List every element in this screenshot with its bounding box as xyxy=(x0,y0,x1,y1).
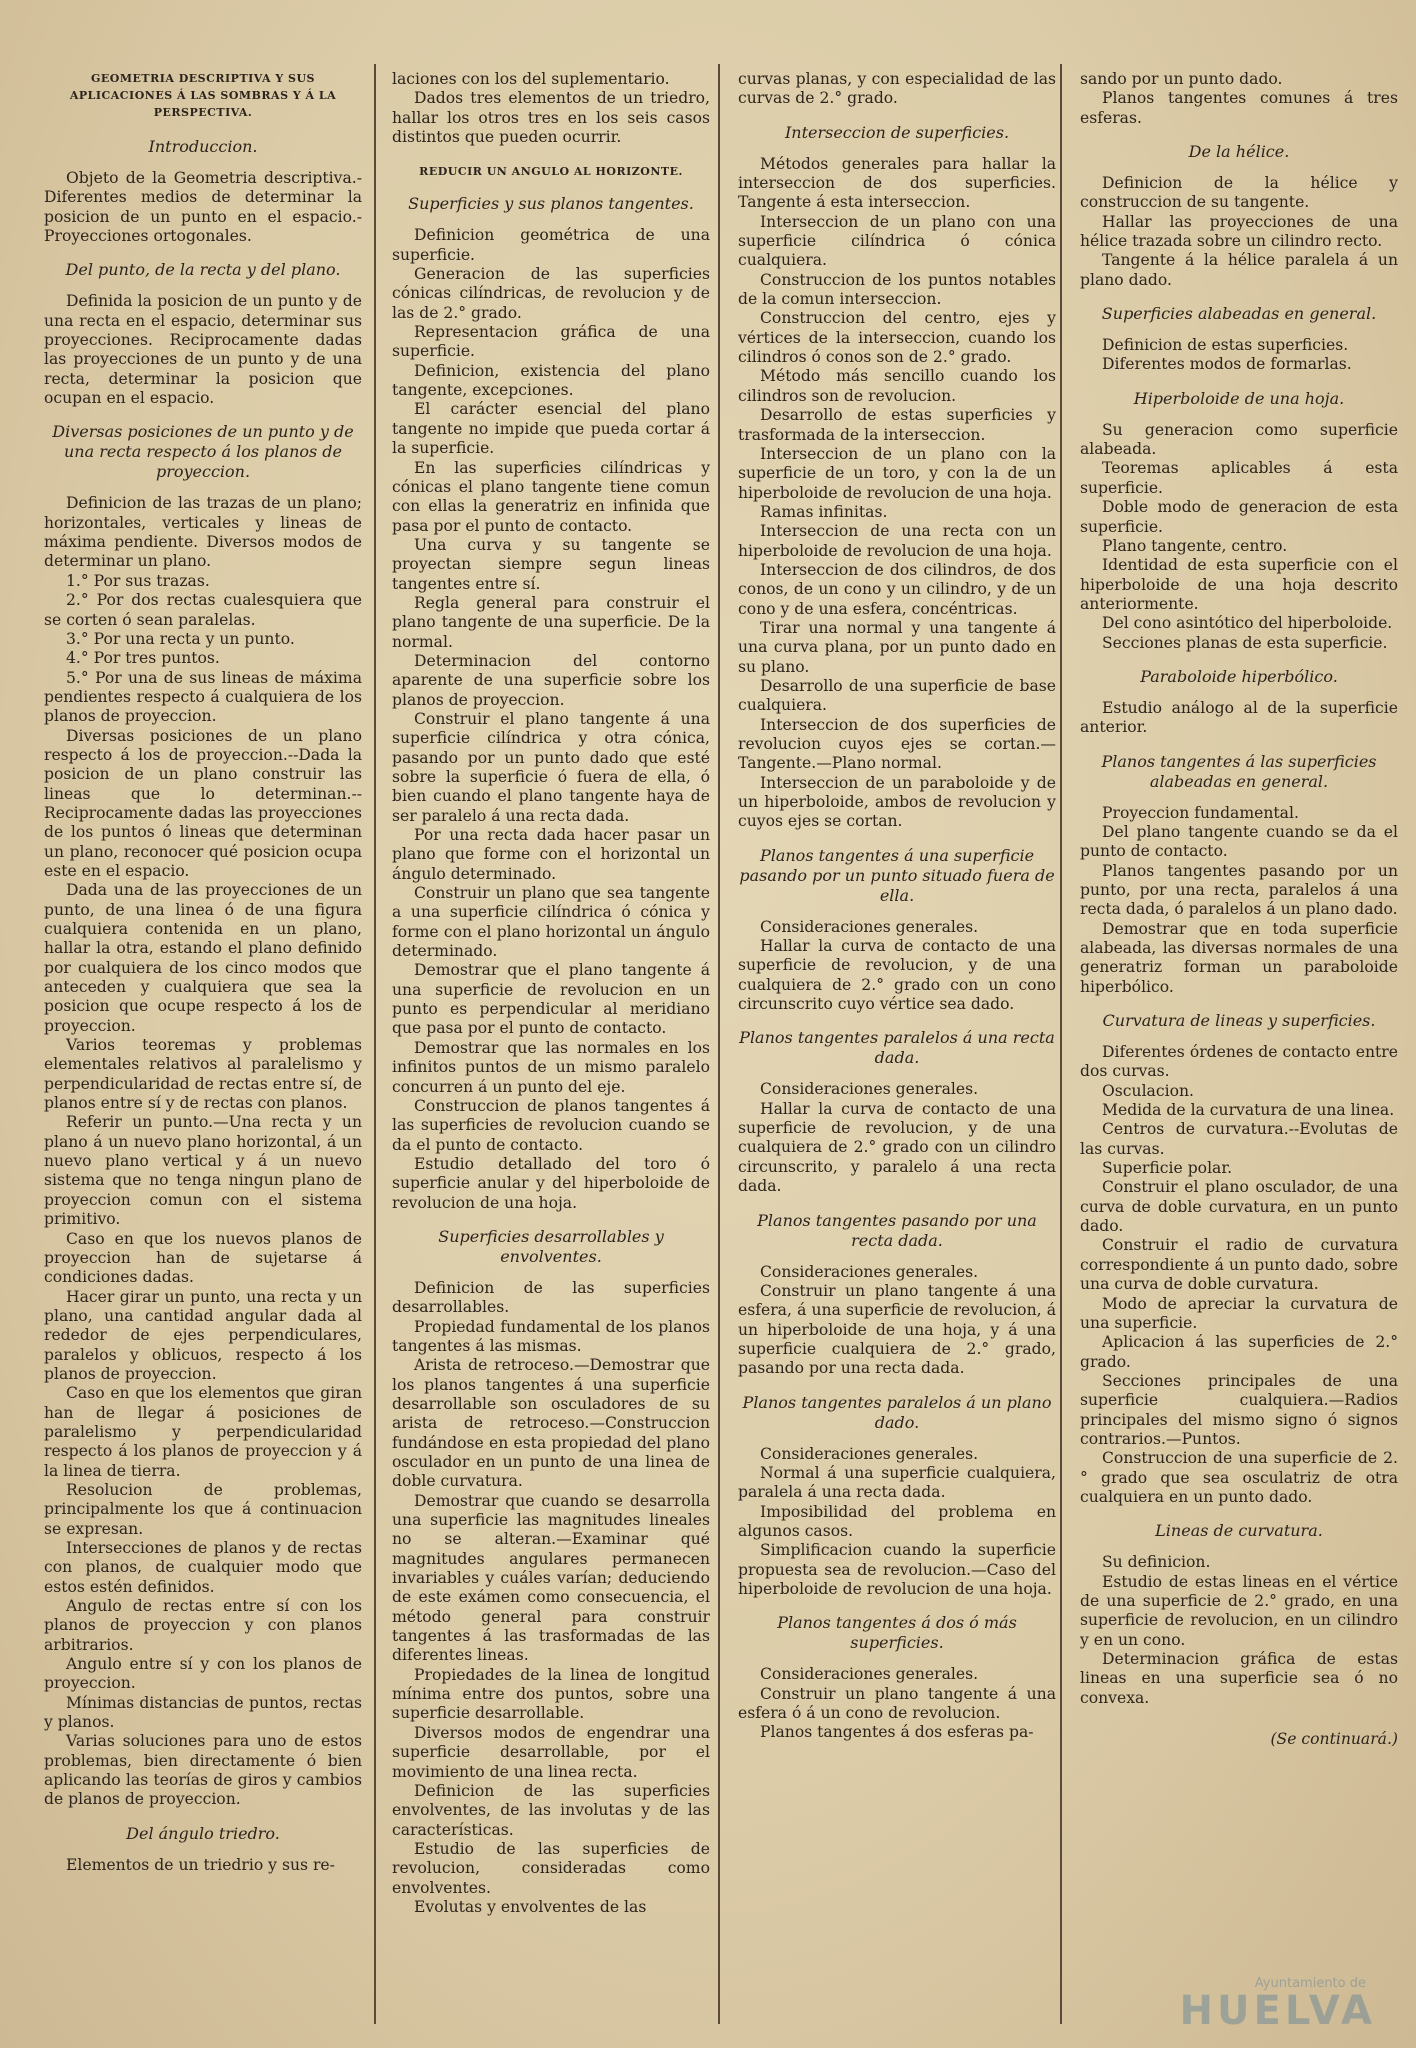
subheading: Planos tangentes paralelos á una recta dada. xyxy=(739,1028,1055,1068)
paragraph: Secciones principales de una superficie cualquiera.—Radios principales del mismo signo ó signos contrarios.—Puntos. xyxy=(1080,1371,1398,1448)
paragraph: Interseccion de un paraboloide y de un hiperboloide, ambos de revolucion y cuyos ejes se cortan. xyxy=(738,773,1056,831)
subheading: Lineas de curvatura. xyxy=(1155,1521,1323,1541)
paragraph: Dada una de las proyecciones de un punto, de una linea ó de una figura cualquiera contenida en un plano, hallar la otra, estando el plano definido por cualquiera de los cinco modos que anteceden y cualquiera que sea la posicion que ocupe respecto á los de proyeccion. xyxy=(44,881,362,1035)
subheading: Planos tangentes á una superficie pasando por un punto situado fuera de ella. xyxy=(739,845,1055,905)
paragraph: Teoremas aplicables á esta superficie. xyxy=(1080,459,1398,497)
subheading: Curvatura de lineas y superficies. xyxy=(1102,1011,1376,1031)
paragraph: Superficie polar. xyxy=(1102,1159,1233,1178)
paragraph: sando por un punto dado. xyxy=(1080,70,1283,88)
paragraph: Construir el radio de curvatura correspondiente á un punto dado, sobre una curva de doble curvatura. xyxy=(1080,1236,1398,1294)
paragraph: Planos tangentes á dos esferas pa- xyxy=(760,1723,1034,1742)
paragraph: Hallar las proyecciones de una hélice trazada sobre un cilindro recto. xyxy=(1080,212,1398,251)
subheading: Planos tangentes á las superficies alabeadas en general. xyxy=(1101,751,1377,791)
list-item: 5.° Por una de sus lineas de máxima pendientes respecto á cualquiera de los planos de proyeccion. xyxy=(44,668,362,726)
paragraph: Secciones planas de esta superficie. xyxy=(1102,633,1388,652)
paragraph: Hallar la curva de contacto de una superficie de revolucion, y de una cualquiera de 2.° grado con un cilindro circunscrito, y paralelo á una recta dada. xyxy=(738,1099,1056,1196)
paragraph: Planos tangentes comunes á tres esferas. xyxy=(1080,89,1398,127)
paragraph: Interseccion de un plano con una superficie cilíndrica ó cónica cualquiera. xyxy=(738,212,1056,270)
paragraph: Definicion de las superficies envolventes, de las involutas y de las características. xyxy=(392,1781,710,1839)
watermark-name: HUELVA xyxy=(1179,1988,1376,2034)
paragraph: Definicion de estas superficies. xyxy=(1102,336,1349,355)
paragraph: Propiedad fundamental de los planos tangentes á las mismas. xyxy=(392,1317,710,1355)
paragraph: Angulo entre sí y con los planos de proyeccion. xyxy=(44,1655,362,1693)
paragraph: Intersecciones de planos y de rectas con planos, de cualquier modo que estos estén definidos. xyxy=(44,1539,362,1596)
paragraph: Construir un plano que sea tangente a una superficie cilíndrica ó cónica y forme con el plano horizontal un ángulo determinado. xyxy=(392,884,710,961)
paragraph: Por una recta dada hacer pasar un plano que forme con el horizontal un ángulo determinado. xyxy=(392,826,710,883)
paragraph: Tirar una normal y una tangente á una curva plana, por un punto dado en su plano. xyxy=(738,618,1056,676)
paragraph: Generacion de las superficies cónicas cilíndricas, de revolucion y de las de 2.° grado. xyxy=(392,265,710,322)
list-item: 2.° Por dos rectas cualesquiera que se corten ó sean paralelas. xyxy=(44,591,362,629)
paragraph: Desarrollo de estas superficies y trasformada de la interseccion. xyxy=(738,406,1056,444)
subheading: Del ángulo triedro. xyxy=(126,1823,280,1843)
paragraph: Definicion geométrica de una superficie. xyxy=(392,226,710,264)
column-2 xyxy=(392,70,710,2018)
paragraph: Definida la posicion de un punto y de una recta en el espacio, determinar sus proyecciones. Reciprocamente dadas las proyecciones de un punto y de una recta, determinar la posicion que ocupan en el espacio. xyxy=(44,292,362,408)
paragraph: laciones con los del suplementario. xyxy=(392,70,670,88)
paragraph: Doble modo de generacion de esta superficie. xyxy=(1080,498,1398,536)
paragraph: Estudio análogo al de la superficie anterior. xyxy=(1080,698,1398,737)
paragraph: Osculacion. xyxy=(1102,1081,1194,1100)
paragraph: Construir el plano tangente á una superficie cilíndrica y otra cónica, pasando por un punto dado que esté sobre la superficie ó fuera de ella, ó bien cuando el plano tangente haya de ser paralelo á una recta dada. xyxy=(392,709,710,825)
paragraph: Hallar la curva de contacto de una superficie de revolucion, y de una cualquiera de 2.° grado con un cono circunscrito cuyo vértice sea dado. xyxy=(738,937,1056,1014)
paragraph: Construccion de planos tangentes á las superficies de revolucion cuando se da el punto de contacto. xyxy=(392,1096,710,1154)
paragraph: Varios teoremas y problemas elementales relativos al paralelismo y perpendicularidad de rectas entre sí, de planos entre sí y de rectas con planos. xyxy=(44,1036,362,1113)
paragraph: Medida de la curvatura de una linea. xyxy=(1102,1101,1395,1120)
paragraph: Interseccion de dos superficies de revolucion cuyos ejes se cortan.—Tangente.—Plano normal. xyxy=(738,715,1056,773)
paragraph: Definicion, existencia del plano tangente, excepciones. xyxy=(392,361,710,400)
paragraph: Tangente á la hélice paralela á un plano dado. xyxy=(1080,251,1398,289)
column-rule xyxy=(718,64,720,2024)
paragraph: Centros de curvatura.--Evolutas de las curvas. xyxy=(1080,1120,1398,1158)
column-4 xyxy=(1080,70,1398,2018)
paragraph: Definicion de las superficies desarrollables. xyxy=(392,1278,710,1317)
paragraph: Métodos generales para hallar la interseccion de dos superficies. Tangente á esta interseccion. xyxy=(738,154,1056,212)
continued-note: (Se continuará.) xyxy=(1270,1730,1398,1749)
paragraph: Consideraciones generales. xyxy=(760,1444,979,1463)
paragraph: Demostrar que el plano tangente á una superficie de revolucion en un punto es perpendicular al meridiano que pasa por el punto de contacto. xyxy=(392,961,710,1038)
paragraph: Demostrar que las normales en los infinitos puntos de un mismo paralelo concurren á un punto del eje. xyxy=(392,1038,710,1096)
column-1 xyxy=(44,70,362,2018)
paragraph: Interseccion de dos cilindros, de dos conos, de un cono y un cilindro, y de un cono y de una esfera, concéntricas. xyxy=(738,560,1056,618)
paragraph: Mínimas distancias de puntos, rectas y planos. xyxy=(44,1693,362,1732)
paragraph: Referir un punto.—Una recta y un plano á un nuevo plano horizontal, á un nuevo plano vertical y á un nuevo sistema que no tenga ningun plano de proyeccion comun con el sistema primitivo. xyxy=(44,1113,362,1229)
paragraph: Modo de apreciar la curvatura de una superficie. xyxy=(1080,1294,1398,1332)
paragraph: Ramas infinitas. xyxy=(760,502,888,521)
paragraph: Evolutas y envolventes de las xyxy=(414,1897,647,1916)
paragraph: El carácter esencial del plano tangente no impide que pueda cortar á la superficie. xyxy=(392,400,710,458)
paragraph: Estudio de estas lineas en el vértice de una superficie de 2.° grado, en una superficie de revolucion, en un cilindro y en un cono. xyxy=(1080,1572,1398,1649)
paragraph: Regla general para construir el plano tangente de una superficie. De la normal. xyxy=(392,593,710,651)
paragraph: Definicion de las trazas de un plano; horizontales, verticales y lineas de máxima pendiente. Diversos modos de determinar un plano. xyxy=(44,494,362,571)
paragraph: Determinacion gráfica de estas lineas en una superficie sea ó no convexa. xyxy=(1080,1650,1398,1707)
paragraph: Diversas posiciones de un plano respecto á los de proyeccion.--Dada la posicion de un plano construir las lineas que lo determinan.--Reciprocamente dadas las proyecciones de los puntos ó lineas que determinan un plano, reconocer qué posicion ocupa este en el espacio. xyxy=(44,726,362,880)
paragraph: Diversos modos de engendrar una superficie desarrollable, por el movimiento de una linea recta. xyxy=(392,1723,710,1781)
paragraph: Elementos de un triedrio y sus re- xyxy=(66,1855,335,1874)
paragraph: curvas planas, y con especialidad de las curvas de 2.° grado. xyxy=(738,70,1056,108)
paragraph: Dados tres elementos de un triedro, hallar los otros tres en los seis casos distintos que pueden ocurrir. xyxy=(392,89,710,147)
paragraph: Consideraciones generales. xyxy=(760,1665,979,1684)
subheading: Diversas posiciones de un punto y de una recta respecto á los planos de proyeccion. xyxy=(52,422,354,482)
paragraph: Arista de retroceso.—Demostrar que los planos tangentes á una superficie desarrollable son osculadores de su arista de retroceso.—Construccion fundándose en esta propiedad del plano osculador en un punto de una linea de doble curvatura. xyxy=(392,1356,710,1491)
subheading: Interseccion de superficies. xyxy=(784,122,1010,142)
subheading: De la hélice. xyxy=(1188,142,1290,162)
paragraph: Definicion de la hélice y construccion de su tangente. xyxy=(1080,174,1398,212)
paragraph: Desarrollo de una superficie de base cualquiera. xyxy=(738,676,1056,715)
subheading: Hiperboloide de una hoja. xyxy=(1133,388,1345,408)
paragraph: Consideraciones generales. xyxy=(760,917,979,936)
paragraph: Imposibilidad del problema en algunos casos. xyxy=(738,1502,1056,1540)
paragraph: Construccion de los puntos notables de la comun interseccion. xyxy=(738,270,1056,309)
paragraph: Una curva y su tangente se proyectan siempre segun lineas tangentes entre sí. xyxy=(392,535,710,593)
paragraph: Construir el plano osculador, de una curva de doble curvatura, en un punto dado. xyxy=(1080,1178,1398,1236)
paragraph: Normal á una superficie cualquiera, paralela á una recta dada. xyxy=(738,1463,1056,1502)
paragraph: Hacer girar un punto, una recta y un plano, una cantidad angular dada al rededor de ejes perpendiculares, paralelos y oblicuos, respecto á los planos de proyeccion. xyxy=(44,1287,362,1383)
watermark-line: Ayuntamiento de xyxy=(1254,1976,1366,1991)
paragraph: Su definicion. xyxy=(1102,1553,1211,1572)
paragraph: Varias soluciones para uno de estos problemas, bien directamente ó bien aplicando las teorías de giros y cambios de planos de proyeccion. xyxy=(44,1732,362,1809)
subheading: Superficies desarrollables y envolventes. xyxy=(438,1226,664,1266)
paragraph: Construccion del centro, ejes y vértices de la interseccion, cuando los cilindros ó conos son de 2.° grado. xyxy=(738,309,1056,367)
paragraph: Estudio de las superficies de revolucion, consideradas como envolventes. xyxy=(392,1839,710,1897)
paragraph: Diferentes modos de formarlas. xyxy=(1102,355,1352,374)
paragraph: Caso en que los nuevos planos de proyeccion han de sujetarse á condiciones dadas. xyxy=(44,1229,362,1287)
subheading: Planos tangentes pasando por una recta dada. xyxy=(757,1210,1037,1250)
paragraph: Del cono asintótico del hiperboloide. xyxy=(1102,614,1393,633)
paragraph: Estudio detallado del toro ó superficie anular y del hiperboloide de revolucion de una hoja. xyxy=(392,1154,710,1212)
list-item: 4.° Por tres puntos. xyxy=(66,649,220,668)
column-3 xyxy=(738,70,1056,2018)
paragraph: Construir un plano tangente á una esfera, á una superficie de revolucion, á un hiperboloide de una hoja, y á una superficie cualquiera de 2.° grado, pasando por una recta dada. xyxy=(738,1281,1056,1378)
paragraph: Propiedades de la linea de longitud mínima entre dos puntos, sobre una superficie desarrollable. xyxy=(392,1665,710,1723)
column-rule xyxy=(1060,64,1062,2024)
paragraph: Angulo de rectas entre sí con los planos de proyeccion y con planos arbitrarios. xyxy=(44,1597,362,1654)
section-heading: GEOMETRIA DESCRIPTIVA Y SUS APLICACIONES Á LAS SOMBRAS Y Á LA PERSPECTIVA. xyxy=(69,72,337,119)
paragraph: Demostrar que cuando se desarrolla una superficie las magnitudes lineales no se alteran.—Examinar qué magnitudes angulares permanecen invariables y cuáles varían; deduciendo de este exámen como consecuencia, el método general para construir tangentes á las trasformadas de las diferentes lineas. xyxy=(392,1491,710,1665)
subheading: Planos tangentes á dos ó más superficies. xyxy=(777,1613,1017,1653)
paragraph: Plano tangente, centro. xyxy=(1102,536,1288,555)
subheading: Introduccion. xyxy=(148,137,258,156)
subheading: Paraboloide hiperbólico. xyxy=(1140,666,1338,686)
paragraph: Aplicacion á las superficies de 2.° grado. xyxy=(1080,1333,1398,1371)
paragraph: Consideraciones generales. xyxy=(760,1080,979,1099)
paragraph: Método más sencillo cuando los cilindros son de revolucion. xyxy=(738,367,1056,405)
paragraph: Simplificacion cuando la superficie propuesta sea de revolucion.—Caso del hiperboloide de revolucion de una hoja. xyxy=(738,1541,1056,1598)
column-rule xyxy=(374,64,376,2024)
paragraph: Del plano tangente cuando se da el punto de contacto. xyxy=(1080,822,1398,861)
paragraph: Planos tangentes pasando por un punto, por una recta, paralelos á una recta dada, ó paralelos á un plano dado. xyxy=(1080,861,1398,919)
paragraph: Interseccion de un plano con la superficie de un toro, y con la de un hiperboloide de revolucion de una hoja. xyxy=(738,444,1056,502)
paragraph: Construccion de una superficie de 2.° grado que sea osculatriz de otra cualquiera en un punto dado. xyxy=(1080,1449,1398,1506)
paragraph: Demostrar que en toda superficie alabeada, las diversas normales de una generatriz forman un paraboloide hiperbólico. xyxy=(1080,919,1398,996)
subheading: Del punto, de la recta y del plano. xyxy=(65,260,341,280)
paragraph: Su generacion como superficie alabeada. xyxy=(1080,420,1398,459)
list-item: 1.° Por sus trazas. xyxy=(66,571,210,590)
paragraph: Identidad de esta superficie con el hiperboloide de una hoja descrito anteriormente. xyxy=(1080,556,1398,613)
paragraph: Resolucion de problemas, principalmente los que á continuacion se expresan. xyxy=(44,1480,362,1538)
paragraph: Representacion gráfica de una superficie. xyxy=(392,323,710,361)
subheading: Planos tangentes paralelos á un plano dado. xyxy=(742,1392,1052,1432)
subheading: Superficies y sus planos tangentes. xyxy=(408,194,694,214)
paragraph: Proyeccion fundamental. xyxy=(1102,803,1299,822)
paragraph: Interseccion de una recta con un hiperboloide de revolucion de una hoja. xyxy=(738,522,1056,560)
paragraph: Diferentes órdenes de contacto entre dos curvas. xyxy=(1080,1043,1398,1081)
paragraph: Construir un plano tangente á una esfera ó á un cono de revolucion. xyxy=(738,1684,1056,1722)
section-heading: REDUCIR UN ANGULO AL HORIZONTE. xyxy=(419,165,683,179)
paragraph: Objeto de la Geometria descriptiva.-Diferentes medios de determinar la posicion de un punto en el espacio.-Proyecciones ortogonales. xyxy=(44,169,362,246)
paragraph: Caso en que los elementos que giran han de llegar á posiciones de paralelismo y perpendicularidad respecto á los planos de proyeccion y á la linea de tierra. xyxy=(44,1384,362,1480)
list-item: 3.° Por una recta y un punto. xyxy=(66,629,295,648)
paragraph: Consideraciones generales. xyxy=(760,1262,979,1281)
subheading: Superficies alabeadas en general. xyxy=(1101,304,1377,324)
paragraph: Determinacion del contorno aparente de una superficie sobre los planos de proyeccion. xyxy=(392,651,710,709)
archive-watermark xyxy=(1126,1974,1376,2034)
paragraph: En las superficies cilíndricas y cónicas el plano tangente tiene comun con ellas la generatriz en infinida que pasa por el punto de contacto. xyxy=(392,458,710,535)
